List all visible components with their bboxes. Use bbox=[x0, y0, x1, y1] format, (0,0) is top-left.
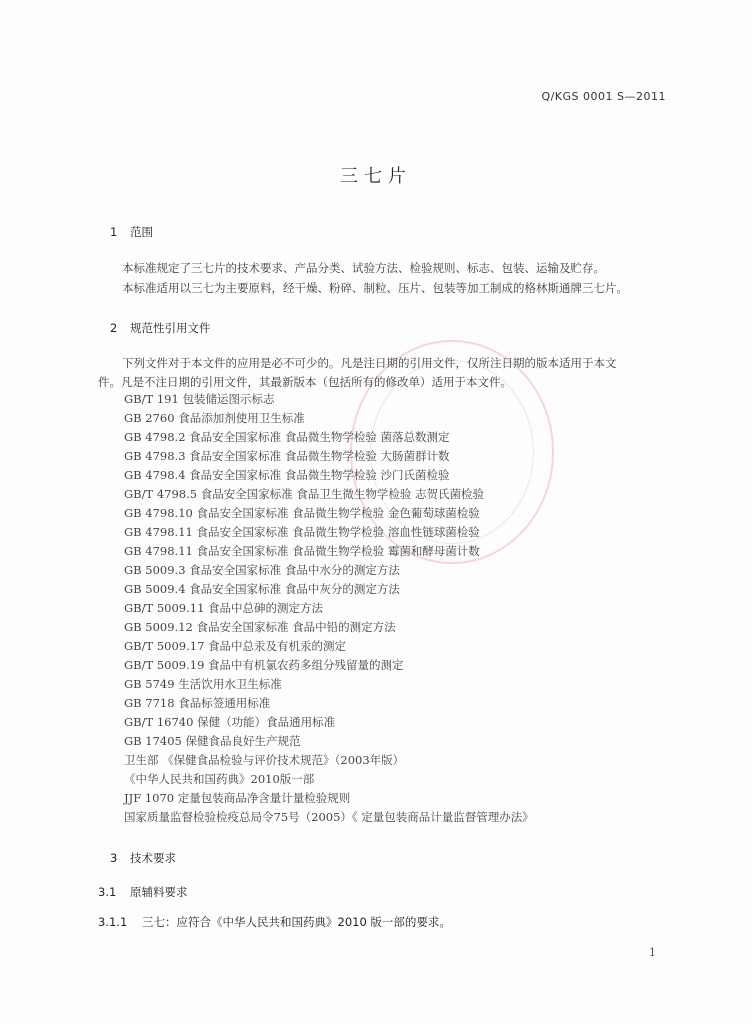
scope-paragraph-2: 本标准适用以三七为主要原料，经干燥、粉碎、制粒、压片、包装等加工制成的格林斯通牌三七片。 bbox=[122, 281, 628, 295]
document-title: 三七片 bbox=[340, 166, 412, 187]
normative-references-list bbox=[124, 390, 534, 827]
section-title: 技术要求 bbox=[130, 851, 176, 865]
reference-item: GB 5749 生活饮用水卫生标准 bbox=[124, 677, 282, 691]
references-intro-line-2: 件。凡是不注日期的引用文件，其最新版本（包括所有的修改单）适用于本文件。 bbox=[98, 375, 512, 389]
reference-item: GB/T 191 包装储运图示标志 bbox=[124, 392, 275, 406]
reference-item: GB 4798.10 食品安全国家标准 食品微生物学检验 金色葡萄球菌检验 bbox=[124, 506, 480, 520]
section-number: 3 bbox=[110, 851, 118, 865]
clause-number: 3.1.1 bbox=[98, 915, 128, 929]
reference-item: GB 5009.3 食品安全国家标准 食品中水分的测定方法 bbox=[124, 563, 400, 577]
reference-item: GB 17405 保健食品良好生产规范 bbox=[124, 734, 301, 748]
reference-item: 卫生部 《保健食品检验与评价技术规范》（2003年版） bbox=[124, 753, 405, 767]
reference-item: GB/T 5009.11 食品中总砷的测定方法 bbox=[124, 601, 324, 615]
reference-item: GB 4798.2 食品安全国家标准 食品微生物学检验 菌落总数测定 bbox=[124, 430, 450, 444]
reference-item: GB 5009.4 食品安全国家标准 食品中灰分的测定方法 bbox=[124, 582, 400, 596]
reference-item: GB 2760 食品添加剂使用卫生标准 bbox=[124, 411, 305, 425]
reference-item: GB/T 16740 保健（功能）食品通用标准 bbox=[124, 715, 336, 729]
section-3-heading bbox=[110, 850, 176, 866]
section-1-heading bbox=[110, 224, 153, 240]
reference-item: GB 5009.12 食品安全国家标准 食品中铅的测定方法 bbox=[124, 620, 396, 634]
clause-text: 三七：应符合《中华人民共和国药典》2010 版一部的要求。 bbox=[142, 915, 451, 929]
reference-item: GB 7718 食品标签通用标准 bbox=[124, 696, 271, 710]
section-number: 1 bbox=[110, 225, 118, 239]
section-3-1-heading bbox=[98, 884, 188, 900]
section-2-heading bbox=[110, 320, 211, 336]
reference-item: 国家质量监督检验检疫总局令75号（2005）《 定量包装商品计量监督管理办法》 bbox=[124, 810, 534, 824]
references-intro-line-1: 下列文件对于本文件的应用是必不可少的。凡是注日期的引用文件，仅所注日期的版本适用于本文 bbox=[122, 356, 617, 370]
reference-item: GB 4798.3 食品安全国家标准 食品微生物学检验 大肠菌群计数 bbox=[124, 449, 450, 463]
reference-item: JJF 1070 定量包装商品净含量计量检验规则 bbox=[124, 791, 351, 805]
reference-item: GB/T 4798.5 食品安全国家标准 食品卫生微生物学检验 志贺氏菌检验 bbox=[124, 487, 485, 501]
section-number: 2 bbox=[110, 321, 118, 335]
scope-paragraph-1: 本标准规定了三七片的技术要求、产品分类、试验方法、检验规则、标志、包装、运输及贮存。 bbox=[122, 261, 605, 275]
reference-item: GB 4798.11 食品安全国家标准 食品微生物学检验 霉菌和酵母菌计数 bbox=[124, 544, 480, 558]
section-3-1-1-clause bbox=[98, 914, 451, 930]
page-number: 1 bbox=[649, 946, 656, 959]
section-title: 范围 bbox=[130, 225, 153, 239]
section-title: 原辅料要求 bbox=[130, 885, 188, 899]
reference-item: 《中华人民共和国药典》2010版一部 bbox=[124, 772, 315, 786]
section-number: 3.1 bbox=[98, 885, 117, 899]
reference-item: GB/T 5009.17 食品中总汞及有机汞的测定 bbox=[124, 639, 347, 653]
reference-item: GB/T 5009.19 食品中有机氯农药多组分残留量的测定 bbox=[124, 658, 404, 672]
section-title: 规范性引用文件 bbox=[130, 321, 211, 335]
reference-item: GB 4798.11 食品安全国家标准 食品微生物学检验 溶血性链球菌检验 bbox=[124, 525, 480, 539]
standard-code: Q/KGS 0001 S—2011 bbox=[541, 90, 666, 103]
reference-item: GB 4798.4 食品安全国家标准 食品微生物学检验 沙门氏菌检验 bbox=[124, 468, 450, 482]
